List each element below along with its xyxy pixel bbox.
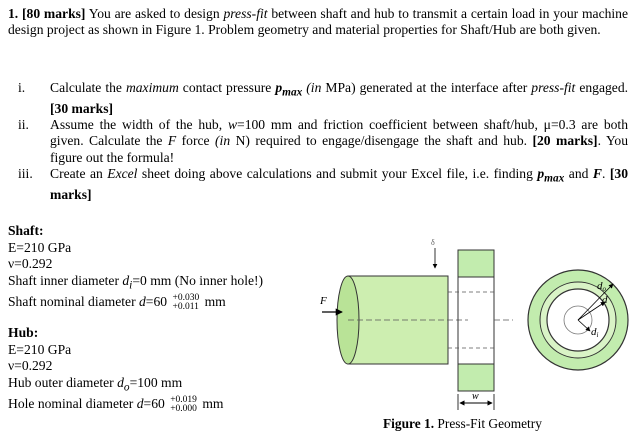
pmax-subscript: max bbox=[282, 86, 303, 99]
task-text: engaged. bbox=[575, 80, 629, 95]
force-label: F bbox=[320, 295, 327, 307]
task-text: sheet doing above calculations and submit your Excel file, i.e. finding bbox=[137, 165, 538, 181]
hub-title: Hub: bbox=[8, 325, 39, 340]
shaft-drawing bbox=[337, 276, 468, 364]
task-emphasis: Excel bbox=[107, 165, 138, 181]
shaft-section bbox=[8, 223, 263, 311]
hub-outer-diameter: Hub outer diameter $d_o=100$ mm bbox=[8, 374, 183, 394]
shaft-nominal-diameter: Shaft nominal diameter d=60 +0.030 +0.011 mm bbox=[8, 293, 226, 312]
task-item-3 bbox=[8, 166, 628, 203]
intro-text-continued: between shaft and hub to transmit a certain load in your machine design project as shown in Figure 1. Problem geometry and material properties for Shaft/Hub are both given. bbox=[8, 6, 629, 38]
problem-header: 1. [80 marks] bbox=[8, 6, 86, 21]
shaft-inner-diameter: Shaft inner diameter $d_i=0$ mm (No inner hole!) bbox=[8, 272, 264, 292]
task-emphasis: maximum bbox=[125, 80, 179, 95]
delta-label: δ bbox=[431, 238, 435, 247]
pmax-subscript: max bbox=[544, 172, 565, 185]
task-text: contact pressure bbox=[178, 80, 276, 95]
task-text: force bbox=[176, 133, 216, 149]
shaft-modulus: E=210 GPa bbox=[8, 239, 72, 255]
task-item-2 bbox=[8, 117, 628, 166]
task-text: and bbox=[564, 165, 593, 181]
hub-bottom-wall bbox=[458, 364, 494, 391]
task-text: N) required to engage/disengage the shaft and hub. bbox=[230, 133, 533, 149]
do-label: do bbox=[597, 280, 606, 293]
task-number: iii. bbox=[18, 165, 33, 181]
task-marks: [20 marks] bbox=[532, 133, 598, 149]
task-text: . bbox=[601, 165, 610, 181]
force-symbol: F bbox=[592, 165, 602, 181]
pmax-symbol: p bbox=[537, 165, 545, 181]
task-emphasis: (in bbox=[302, 80, 322, 95]
hub-tolerance: +0.019 +0.000 bbox=[170, 395, 197, 414]
press-fit-figure bbox=[308, 232, 633, 427]
hub-hole-diameter: Hole nominal diameter d=60 +0.019 +0.000 mm bbox=[8, 395, 224, 414]
task-number: i. bbox=[18, 80, 26, 95]
task-list bbox=[8, 80, 628, 203]
task-text: . You figure out the formula! bbox=[50, 133, 628, 165]
d-label: d bbox=[602, 294, 608, 306]
figure-caption: Figure 1. Press-Fit Geometry bbox=[383, 416, 542, 431]
width-label: w bbox=[472, 391, 479, 402]
shaft-poisson: ν=0.292 bbox=[8, 256, 53, 272]
hub-top-wall bbox=[458, 250, 494, 277]
task-text: Calculate the bbox=[50, 80, 126, 95]
task-text: Assume the width of the hub, bbox=[50, 117, 228, 133]
hub-section bbox=[8, 325, 223, 413]
task-emphasis: press-fit bbox=[531, 80, 576, 95]
task-marks: [30 marks] bbox=[50, 165, 628, 202]
task-text: Create an bbox=[50, 165, 108, 181]
task-emphasis: (in bbox=[215, 133, 231, 149]
pmax-symbol: p bbox=[275, 80, 283, 95]
di-label: di bbox=[591, 326, 599, 339]
task-number: ii. bbox=[18, 117, 29, 133]
problem-statement bbox=[8, 6, 628, 38]
hub-section-drawing bbox=[448, 250, 513, 391]
intro-text: You are asked to design bbox=[85, 6, 224, 21]
hub-modulus: E=210 GPa bbox=[8, 341, 72, 357]
hub-poisson: ν=0.292 bbox=[8, 358, 53, 374]
shaft-title: Shaft: bbox=[8, 223, 44, 238]
press-fit-term: press-fit bbox=[223, 6, 268, 21]
task-marks: [30 marks] bbox=[50, 100, 114, 116]
width-symbol: w bbox=[227, 117, 238, 133]
hub-front-view bbox=[528, 270, 628, 370]
force-symbol: F bbox=[167, 133, 177, 149]
shaft-tolerance: +0.030 +0.011 bbox=[172, 293, 200, 312]
task-item-1 bbox=[8, 80, 628, 117]
task-text: =100 mm and friction coefficient between shaft/hub, μ=0.3 are both given. Calculate the bbox=[50, 117, 628, 149]
task-text: MPa) generated at the interface after bbox=[321, 80, 532, 95]
